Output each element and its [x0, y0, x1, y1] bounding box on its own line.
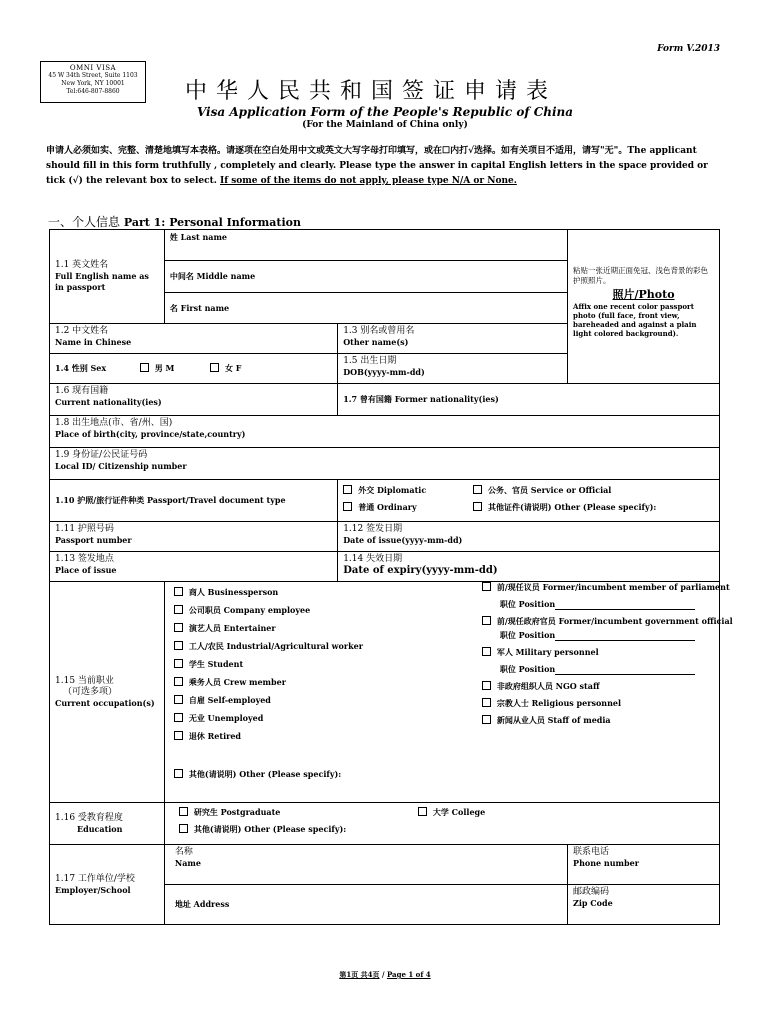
- f1-13-en: Place of issue: [55, 565, 117, 575]
- occ-worker: 工人/农民 Industrial/Agricultural worker: [188, 641, 363, 651]
- occ-businessperson: 商人 Businessperson: [188, 587, 279, 597]
- f1-14-cn: 1.14 失效日期: [343, 554, 403, 564]
- passport-type-label: [50, 480, 338, 522]
- f1-11-cn: 1.11 护照号码: [55, 524, 114, 534]
- occ-entertainer: 演艺人员 Entertainer: [188, 623, 276, 633]
- phone-cn: 联系电话: [573, 847, 610, 857]
- occ-checkbox[interactable]: [482, 681, 491, 690]
- dob-field[interactable]: [338, 354, 568, 384]
- occ-checkbox[interactable]: [482, 582, 491, 591]
- f1-6-cn: 1.6 现有国籍: [55, 386, 109, 396]
- last-name-label: 姓 Last name: [169, 232, 228, 242]
- occupation-label: [50, 582, 165, 803]
- f1-8-en: Place of birth(city, province/state,country): [55, 429, 246, 439]
- diplomatic-checkbox[interactable]: [343, 485, 352, 494]
- part1-cn: 一、个人信息: [48, 215, 121, 229]
- agency-name: OMNI VISA: [69, 64, 117, 72]
- occ-unemployed: 无业 Unemployed: [188, 713, 264, 723]
- occ-student: 学生 Student: [188, 659, 244, 669]
- diplomatic-label: 外交 Diplomatic: [358, 484, 427, 495]
- photo-note-cn: 粘贴一张近期正面免冠、浅色背景的彩色护照照片。: [573, 266, 709, 285]
- passport-number-field[interactable]: [50, 522, 338, 552]
- chinese-name-field[interactable]: [50, 324, 338, 354]
- service-label: 公务、官员 Service or Official: [488, 484, 612, 495]
- f1-12-cn: 1.12 签发日期: [343, 524, 403, 534]
- f1-15-cn: 1.15 当前职业: [55, 675, 114, 686]
- photo-title: 照片/Photo: [612, 288, 675, 301]
- f1-5-en: DOB(yyyy-mm-dd): [343, 367, 425, 377]
- middle-name-label: 中间名 Middle name: [169, 271, 256, 281]
- occ-checkbox[interactable]: [174, 695, 183, 704]
- occ-checkbox[interactable]: [174, 641, 183, 650]
- f1-3-en: Other name(s): [343, 337, 409, 347]
- f1-2-cn: 1.2 中文姓名: [55, 326, 109, 336]
- f1-15-cn2: （可选多项）: [63, 686, 118, 697]
- occupation-options: [164, 582, 733, 803]
- occ-checkbox[interactable]: [174, 713, 183, 722]
- occ-media: 新闻从业人员 Staff of media: [496, 715, 611, 725]
- f1-14-en: Date of expiry(yyyy-mm-dd): [343, 565, 498, 576]
- position-line[interactable]: [555, 601, 695, 610]
- sex-field: [50, 354, 338, 384]
- form-version: Form V.2013: [657, 44, 720, 54]
- employer-name-field[interactable]: [164, 845, 567, 885]
- footer-sep: /: [381, 970, 385, 979]
- male-label: 男 M: [154, 363, 175, 373]
- phone-en: Phone number: [573, 858, 639, 868]
- occ-checkbox[interactable]: [174, 731, 183, 740]
- edu-college-checkbox[interactable]: [418, 807, 427, 816]
- former-nationality-field[interactable]: [338, 384, 720, 416]
- f1-16-cn: 1.16 受教育程度: [55, 812, 123, 823]
- title-english: Visa Application Form of the People's Republic of China: [196, 105, 574, 119]
- occ-other-checkbox[interactable]: [174, 769, 183, 778]
- first-name-label: 名 First name: [169, 302, 230, 313]
- phone-field[interactable]: [568, 845, 720, 885]
- edu-postgrad-checkbox[interactable]: [179, 807, 188, 816]
- occ-military: 军人 Military personnel: [496, 647, 599, 657]
- f1-17-cn: 1.17 工作单位/学校: [55, 873, 135, 884]
- birthplace-field[interactable]: [50, 416, 720, 448]
- occ-checkbox[interactable]: [174, 677, 183, 686]
- occ-company-employee: 公司职员 Company employee: [188, 605, 311, 615]
- part1-heading: [48, 213, 301, 230]
- male-checkbox[interactable]: [140, 363, 149, 372]
- edu-postgrad: 研究生 Postgraduate: [193, 806, 281, 817]
- education-label: [50, 803, 165, 845]
- address-label: 地址 Address: [174, 899, 230, 909]
- occupation-right-column: [482, 582, 770, 732]
- employer-address-field[interactable]: [164, 885, 567, 925]
- occ-ngo: 非政府组织人员 NGO staff: [496, 681, 600, 691]
- instructions: [46, 144, 726, 189]
- occ-self-employed: 自雇 Self-employed: [188, 695, 271, 705]
- occ-religious: 宗教人士 Religious personnel: [496, 698, 622, 708]
- f1-9-en: Local ID/ Citizenship number: [55, 461, 187, 471]
- page-footer: [0, 970, 770, 980]
- f1-12-en: Date of issue(yyyy-mm-dd): [343, 535, 463, 545]
- current-nationality-field[interactable]: [50, 384, 338, 416]
- occupation-left-column: [174, 587, 414, 787]
- f1-17-en: Employer/School: [55, 884, 131, 895]
- occ-checkbox[interactable]: [482, 616, 491, 625]
- occ-checkbox[interactable]: [174, 587, 183, 596]
- position-label: 职位 Position: [499, 599, 556, 609]
- ordinary-checkbox[interactable]: [343, 502, 352, 511]
- f1-9-cn: 1.9 身份证/公民证号码: [55, 450, 148, 460]
- middle-name-field[interactable]: [164, 261, 567, 293]
- title-chinese: 中华人民共和国签证申请表: [185, 79, 558, 104]
- position-line[interactable]: [555, 632, 695, 641]
- field-1-1-label: [50, 230, 165, 324]
- occ-other: 其他(请说明) Other (Please specify):: [188, 769, 342, 779]
- female-label: 女 F: [224, 363, 242, 373]
- photo-box[interactable]: [568, 230, 720, 384]
- f1-7-label: 1.7 曾有国籍 Former nationality(ies): [343, 394, 499, 404]
- education-options: [164, 803, 719, 845]
- last-name-field[interactable]: [164, 230, 567, 261]
- occ-checkbox[interactable]: [174, 659, 183, 668]
- position-line[interactable]: [555, 666, 695, 675]
- title-subtitle: (For the Mainland of China only): [302, 120, 468, 130]
- other-doc-checkbox[interactable]: [473, 502, 482, 511]
- f1-4-label: 1.4 性别 Sex: [55, 363, 107, 373]
- photo-note-en: Affix one recent color passport photo (full face, front view, bareheaded and against a plain light colored background).: [573, 302, 697, 338]
- edu-other: 其他(请说明) Other (Please specify):: [193, 823, 347, 834]
- occ-government: 前/现任政府官员 Former/incumbent government official: [496, 616, 733, 626]
- f1-2-en: Name in Chinese: [55, 337, 132, 347]
- female-checkbox[interactable]: [210, 363, 219, 372]
- instructions-underlined: If some of the items do not apply, please type N/A or None.: [220, 176, 517, 186]
- f1-16-en: Education: [77, 823, 123, 834]
- issue-place-field[interactable]: [50, 552, 338, 582]
- name-cn: 名称: [174, 847, 193, 857]
- other-names-field[interactable]: [338, 324, 568, 354]
- passport-type-options: [338, 480, 720, 522]
- zip-cn: 邮政编码: [573, 887, 610, 897]
- footer-en: Page 1 of 4: [386, 970, 431, 979]
- occ-checkbox[interactable]: [174, 605, 183, 614]
- edu-other-checkbox[interactable]: [179, 824, 188, 833]
- footer-cn: 第1页 共4页: [339, 970, 380, 979]
- f1-6-en: Current nationality(ies): [55, 397, 162, 407]
- occ-checkbox[interactable]: [482, 715, 491, 724]
- position-label: 职位 Position: [499, 630, 556, 640]
- agency-tel: Tel:646-807-8860: [66, 88, 120, 95]
- f1-1-cn: 1.1 英文姓名: [55, 260, 109, 270]
- name-en: Name: [174, 858, 201, 868]
- other-doc-label: 其他证件(请说明) Other (Please specify):: [488, 501, 657, 512]
- edu-college: 大学 College: [432, 806, 486, 817]
- f1-1-en: Full English name as in passport: [55, 271, 149, 292]
- occ-checkbox[interactable]: [174, 623, 183, 632]
- ordinary-label: 普通 Ordinary: [358, 501, 417, 512]
- occ-parliament: 前/现任议员 Former/incumbent member of parliament: [496, 582, 730, 592]
- agency-address: 45 W 34th Street, Suite 1103: [48, 72, 138, 79]
- agency-stamp: [40, 61, 146, 103]
- occ-retired: 退休 Retired: [188, 731, 242, 741]
- position-label: 职位 Position: [499, 664, 556, 674]
- f1-11-en: Passport number: [55, 535, 132, 545]
- f1-10-label: 1.10 护照/旅行证件种类 Passport/Travel document type: [55, 495, 286, 505]
- local-id-field[interactable]: [50, 448, 720, 480]
- occ-crew: 乘务人员 Crew member: [188, 677, 286, 687]
- service-checkbox[interactable]: [473, 485, 482, 494]
- occ-checkbox[interactable]: [482, 647, 491, 656]
- f1-8-cn: 1.8 出生地点(市、省/州、国): [55, 418, 173, 428]
- issue-date-field[interactable]: [338, 522, 720, 552]
- first-name-field[interactable]: [164, 293, 567, 324]
- agency-city: New York, NY 10001: [61, 80, 125, 87]
- part1-en: Part 1: Personal Information: [123, 216, 301, 229]
- zip-en: Zip Code: [573, 898, 613, 908]
- zip-field[interactable]: [568, 885, 720, 925]
- employer-label: [50, 845, 165, 925]
- occ-checkbox[interactable]: [482, 698, 491, 707]
- f1-3-cn: 1.3 别名或曾用名: [343, 326, 415, 336]
- expiry-date-field[interactable]: [338, 552, 720, 582]
- personal-info-table: [49, 229, 733, 925]
- f1-13-cn: 1.13 签发地点: [55, 554, 114, 564]
- instructions-text: 申请人必须如实、完整、清楚地填写本表格。请逐项在空白处用中文或英文大写字母打印填写，或在☐内打√选择。如有关项目不适用，请写"无"。The applicant should fill in this form truthfully , completely and clearly. Please type the answer in capital English letters in the space provided or tick (√) the relevant box to select.: [46, 146, 708, 186]
- f1-5-cn: 1.5 出生日期: [343, 356, 397, 366]
- f1-15-en: Current occupation(s): [55, 697, 155, 708]
